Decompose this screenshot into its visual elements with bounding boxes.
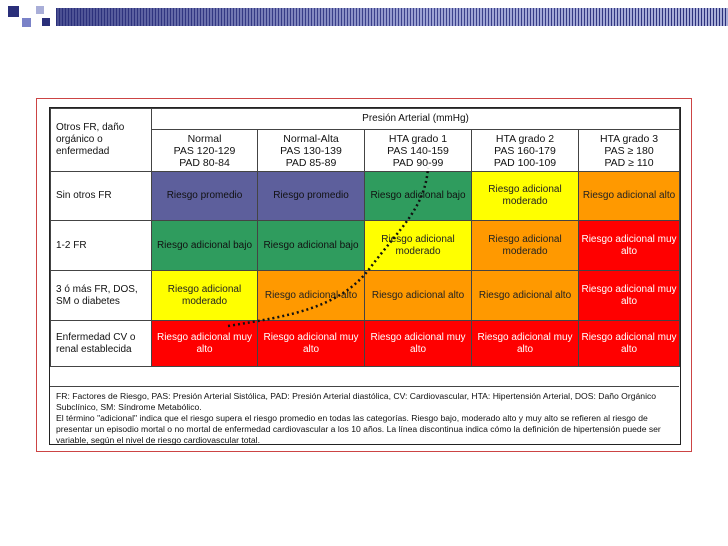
column-header: Normal PAS 120-129 PAD 80-84 xyxy=(152,130,258,172)
risk-cell: Riesgo adicional muy alto xyxy=(579,321,680,367)
risk-cell: Riesgo promedio xyxy=(152,172,258,221)
risk-cell: Riesgo adicional moderado xyxy=(472,221,579,271)
risk-table-container xyxy=(49,107,681,445)
footnote xyxy=(50,386,679,450)
row-label: 1-2 FR xyxy=(51,221,152,271)
risk-cell: Riesgo adicional moderado xyxy=(365,221,472,271)
risk-cell: Riesgo adicional muy alto xyxy=(579,221,680,271)
table-row xyxy=(51,271,680,321)
risk-cell: Riesgo promedio xyxy=(258,172,365,221)
risk-cell: Riesgo adicional bajo xyxy=(258,221,365,271)
table-row xyxy=(51,221,680,271)
column-header: HTA grado 2 PAS 160-179 PAD 100-109 xyxy=(472,130,579,172)
row-label: Enfermedad CV o renal establecida xyxy=(51,321,152,367)
square-icon xyxy=(36,6,44,14)
risk-cell: Riesgo adicional alto xyxy=(365,271,472,321)
header-strip xyxy=(56,8,728,26)
pressure-header: Presión Arterial (mmHg) xyxy=(152,109,680,130)
risk-cell: Riesgo adicional bajo xyxy=(152,221,258,271)
square-icon xyxy=(42,18,50,26)
column-header: HTA grado 3 PAS ≥ 180 PAD ≥ 110 xyxy=(579,130,680,172)
risk-cell: Riesgo adicional muy alto xyxy=(152,321,258,367)
row-label: Sin otros FR xyxy=(51,172,152,221)
risk-table-frame xyxy=(36,98,692,452)
risk-cell: Riesgo adicional bajo xyxy=(365,172,472,221)
row-label: 3 ó más FR, DOS, SM o diabetes xyxy=(51,271,152,321)
square-icon xyxy=(8,6,19,17)
risk-cell: Riesgo adicional muy alto xyxy=(258,321,365,367)
risk-cell: Riesgo adicional moderado xyxy=(152,271,258,321)
corner-label: Otros FR, daño orgánico o enfermedad xyxy=(51,109,152,172)
risk-cell: Riesgo adicional alto xyxy=(472,271,579,321)
risk-cell: Riesgo adicional muy alto xyxy=(472,321,579,367)
footnote-explanation: El término "adicional" indica que el riesgo supera el riesgo promedio en todas las categorías. Riesgo bajo, moderado alto y muy alto se refieren al riesgo de presentar un episodio mortal o no mortal de enfermedad cardiovascular a los 10 años. La línea discontinua indica cómo la definición de hipertensión puede ser variable, según el nivel de riesgo cardiovascular total. xyxy=(56,413,661,445)
header-decoration xyxy=(0,0,60,40)
risk-table xyxy=(50,108,680,367)
risk-cell: Riesgo adicional muy alto xyxy=(579,271,680,321)
square-icon xyxy=(22,18,31,27)
risk-cell: Riesgo adicional alto xyxy=(579,172,680,221)
column-header: HTA grado 1 PAS 140-159 PAD 90-99 xyxy=(365,130,472,172)
risk-cell: Riesgo adicional alto xyxy=(258,271,365,321)
footnote-abbreviations: FR: Factores de Riesgo, PAS: Presión Arterial Sistólica, PAD: Presión Arterial diastólica, CV: Cardiovascular, HTA: Hipertensión Arterial, DOS: Daño Orgánico Subclínico, SM: Síndrome Metabólico. xyxy=(56,391,657,412)
table-row xyxy=(51,172,680,221)
risk-cell: Riesgo adicional muy alto xyxy=(365,321,472,367)
column-header: Normal-Alta PAS 130-139 PAD 85-89 xyxy=(258,130,365,172)
table-row xyxy=(51,321,680,367)
risk-cell: Riesgo adicional moderado xyxy=(472,172,579,221)
